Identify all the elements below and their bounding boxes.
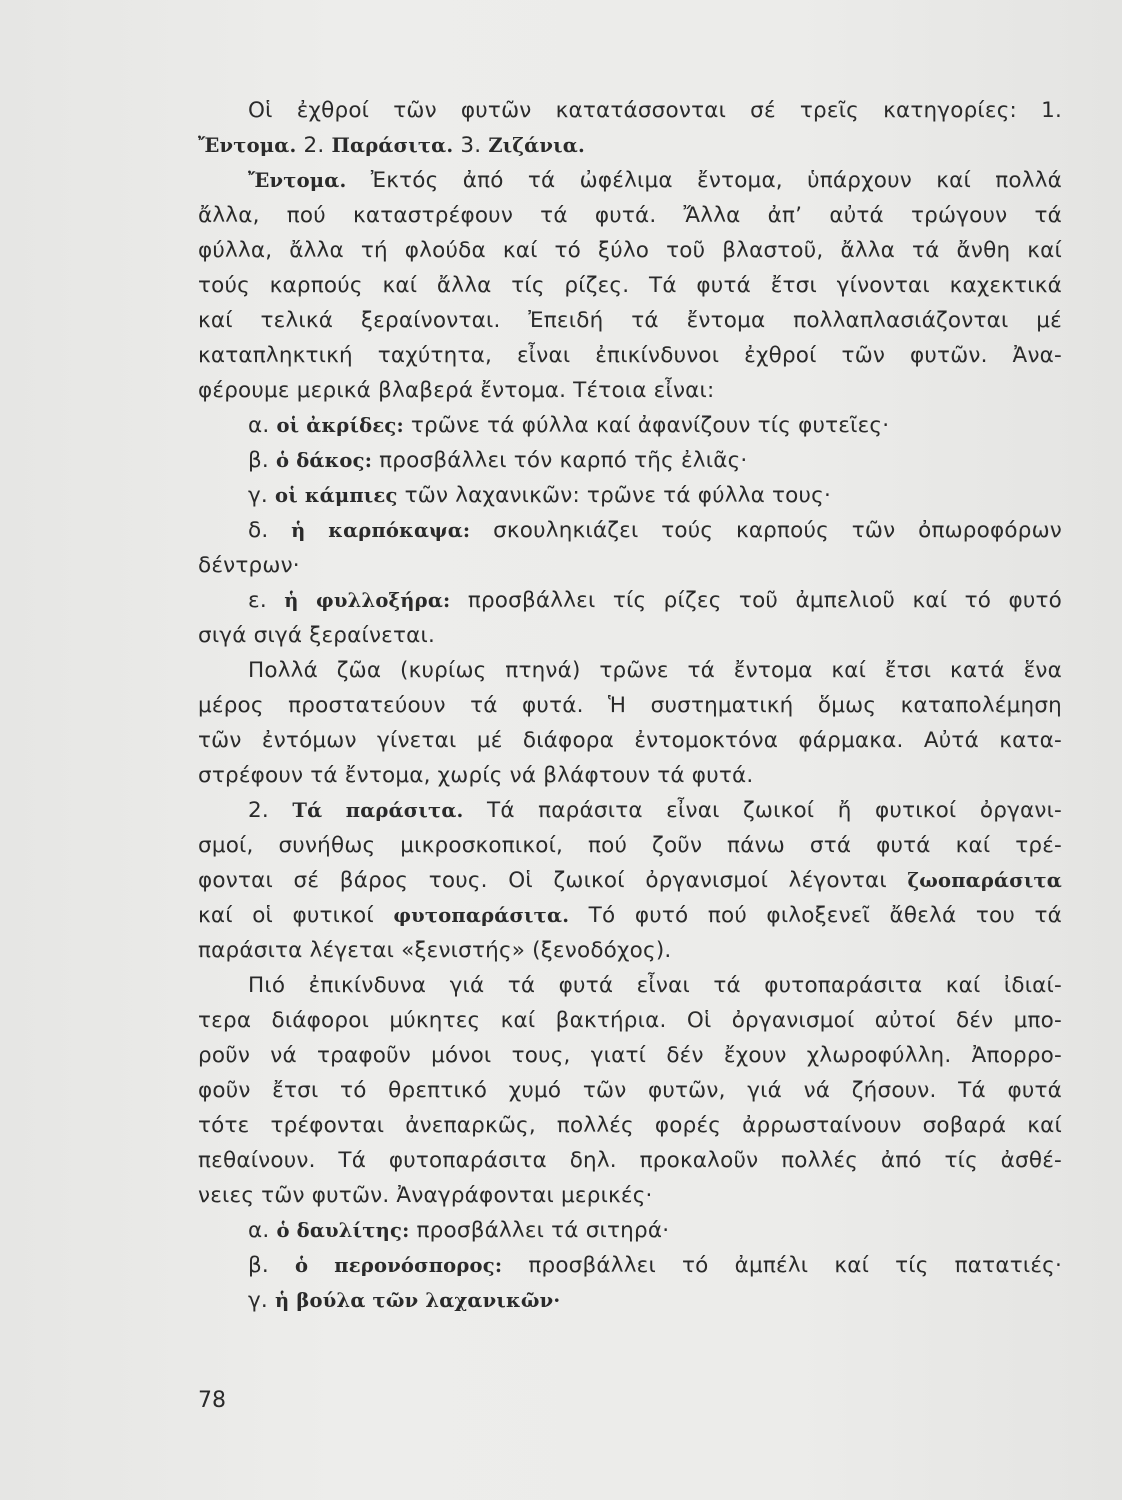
text-line [198,1178,1062,1213]
text-run: Τά παράσιτα εἶναι ζωικοί ἤ φυτικοί ὀργανι- [463,798,1063,823]
text-run: γ. [248,1288,275,1313]
text-run: στρέφουν τά ἔντομα, χωρίς νά βλάφτουν τά φυτά. [198,763,754,788]
text-line [198,653,1062,688]
text-run: 3. [453,133,489,158]
text-line [198,338,1062,373]
text-line [198,1283,1062,1318]
text-run: σκουληκιάζει τούς καρπούς τῶν ὀπωροφόρων [470,518,1062,543]
text-line [198,268,1062,303]
text-line [198,583,1062,618]
text-line [198,1003,1062,1038]
page-number: 78 [198,1388,226,1413]
text-run: τερα διάφοροι μύκητες καί βακτήρια. Οἱ ὀργανισμοί αὐτοί δέν μπο- [198,1008,1062,1033]
text-run: τῶν ἐντόμων γίνεται μέ διάφορα ἐντομοκτόνα φάρμακα. Αὐτά κατα- [198,728,1062,753]
text-run: φονται σέ βάρος τους. Οἱ ζωικοί ὀργανισμοί λέγονται [198,868,908,893]
text-line [198,513,1062,548]
text-line [198,618,1062,653]
text-run: γ. [248,483,275,508]
text-line [198,443,1062,478]
text-run: προσβάλλει τό ἀμπέλι καί τίς πατατιές· [502,1253,1062,1278]
bold-term: ἡ βούλα τῶν λαχανικῶν· [275,1289,561,1312]
text-run: Τό φυτό πού φιλοξενεῖ ἄθελά του τά [569,903,1062,928]
text-run: δ. [248,518,292,543]
text-line [198,303,1062,338]
text-line [198,93,1062,128]
text-line [198,1038,1062,1073]
text-run: ροῦν νά τραφοῦν μόνοι τους, γιατί δέν ἔχουν χλωροφύλλη. Ἀπορρο- [198,1043,1062,1068]
text-run: 2. [296,133,332,158]
text-run: Οἱ ἐχθροί τῶν φυτῶν κατατάσσονται σέ τρεῖς κατηγορίες: 1. [248,98,1062,123]
text-run: προσβάλλει τά σιτηρά· [409,1218,670,1243]
text-run: πεθαίνουν. Τά φυτοπαράσιτα δηλ. προκαλοῦν πολλές ἀπό τίς ἀσθέ- [198,1148,1062,1173]
text-line [198,1213,1062,1248]
text-line [198,1108,1062,1143]
bold-term: οἱ κάμπιες [275,484,398,507]
body-text [198,93,1062,1318]
text-line [198,128,1062,163]
bold-term: Παράσιτα. [331,134,454,157]
bold-term: ὁ δάκος: [276,449,373,472]
text-line [198,723,1062,758]
text-line [198,828,1062,863]
text-run: 2. [248,798,293,823]
text-run: καταπληκτική ταχύτητα, εἶναι ἐπικίνδυνοι ἐχθροί τῶν φυτῶν. Ἀνα- [198,343,1062,368]
text-run: α. [248,1218,277,1243]
bold-term: ζωοπαράσιτα [907,869,1062,892]
text-line [198,688,1062,723]
text-run: φύλλα, ἄλλα τή φλούδα καί τό ξύλο τοῦ βλαστοῦ, ἄλλα τά ἄνθη καί [198,238,1062,263]
bold-term: ἡ καρπόκαψα: [291,519,471,542]
text-run: παράσιτα λέγεται «ξενιστής» (ξενοδόχος). [198,938,672,963]
text-run: μέρος προστατεύουν τά φυτά. Ἡ συστηματική ὅμως καταπολέμηση [198,693,1062,718]
text-run: τότε τρέφονται ἀνεπαρκῶς, πολλές φορές ἀρρωσταίνουν σοβαρά καί [198,1113,1062,1138]
text-line [198,548,1062,583]
text-run: σιγά σιγά ξεραίνεται. [198,623,436,648]
text-run: καί οἱ φυτικοί [198,903,394,928]
text-line [198,198,1062,233]
text-run: Ἐκτός ἀπό τά ὠφέλιμα ἔντομα, ὑπάρχουν καί πολλά [346,168,1062,193]
bold-term: οἱ ἀκρίδες: [276,414,404,437]
text-run: δέντρων· [198,553,300,578]
text-run: προσβάλλει τόν καρπό τῆς ἐλιᾶς· [372,448,748,473]
bold-term: Ἔντομα. [198,134,297,157]
text-run: νειες τῶν φυτῶν. Ἀναγράφονται μερικές· [198,1183,653,1208]
text-run: τῶν λαχανικῶν: τρῶνε τά φύλλα τους· [397,483,832,508]
text-line [198,163,1062,198]
text-run: φοῦν ἔτσι τό θρεπτικό χυμό τῶν φυτῶν, γιά νά ζήσουν. Τά φυτά [198,1078,1062,1103]
text-run: προσβάλλει τίς ρίζες τοῦ ἀμπελιοῦ καί τό φυτό [450,588,1062,613]
text-line [198,1143,1062,1178]
bold-term: ἡ φυλλοξήρα: [284,589,451,612]
text-line [198,793,1062,828]
text-run: τούς καρπούς καί ἄλλα τίς ρίζες. Τά φυτά ἔτσι γίνονται καχεκτικά [198,273,1062,298]
bold-term: ὁ δαυλίτης: [276,1219,410,1242]
text-line [198,898,1062,933]
text-run: ε. [248,588,285,613]
text-run: ἄλλα, πού καταστρέφουν τά φυτά. Ἄλλα ἀπ’ αὐτά τρώγουν τά [198,203,1062,228]
text-line [198,1073,1062,1108]
text-run: τρῶνε τά φύλλα καί ἀφανίζουν τίς φυτεῖες· [403,413,890,438]
text-line [198,968,1062,1003]
text-line [198,478,1062,513]
text-run: σμοί, συνήθως μικροσκοπικοί, πού ζοῦν πάνω στά φυτά καί τρέ- [198,833,1062,858]
bold-term: Ζιζάνια. [488,134,585,157]
bold-term: φυτοπαράσιτα. [393,904,570,927]
text-run: β. [248,448,276,473]
text-line [198,233,1062,268]
text-run: α. [248,413,277,438]
text-line [198,758,1062,793]
text-run: καί τελικά ξεραίνονται. Ἐπειδή τά ἔντομα πολλαπλασιάζονται μέ [198,308,1062,333]
text-line [198,1248,1062,1283]
text-line [198,863,1062,898]
bold-term: Ἔντομα. [248,169,347,192]
text-run: Πιό ἐπικίνδυνα γιά τά φυτά εἶναι τά φυτοπαράσιτα καί ἰδιαί- [248,973,1062,998]
text-run: Πολλά ζῶα (κυρίως πτηνά) τρῶνε τά ἔντομα καί ἔτσι κατά ἕνα [248,658,1062,683]
text-line [198,373,1062,408]
text-line [198,933,1062,968]
text-line [198,408,1062,443]
bold-term: Τά παράσιτα. [292,799,464,822]
text-run: φέρουμε μερικά βλαβερά ἔντομα. Τέτοια εἶναι: [198,378,715,403]
bold-term: ὁ περονόσπορος: [295,1254,503,1277]
text-run: β. [248,1253,296,1278]
